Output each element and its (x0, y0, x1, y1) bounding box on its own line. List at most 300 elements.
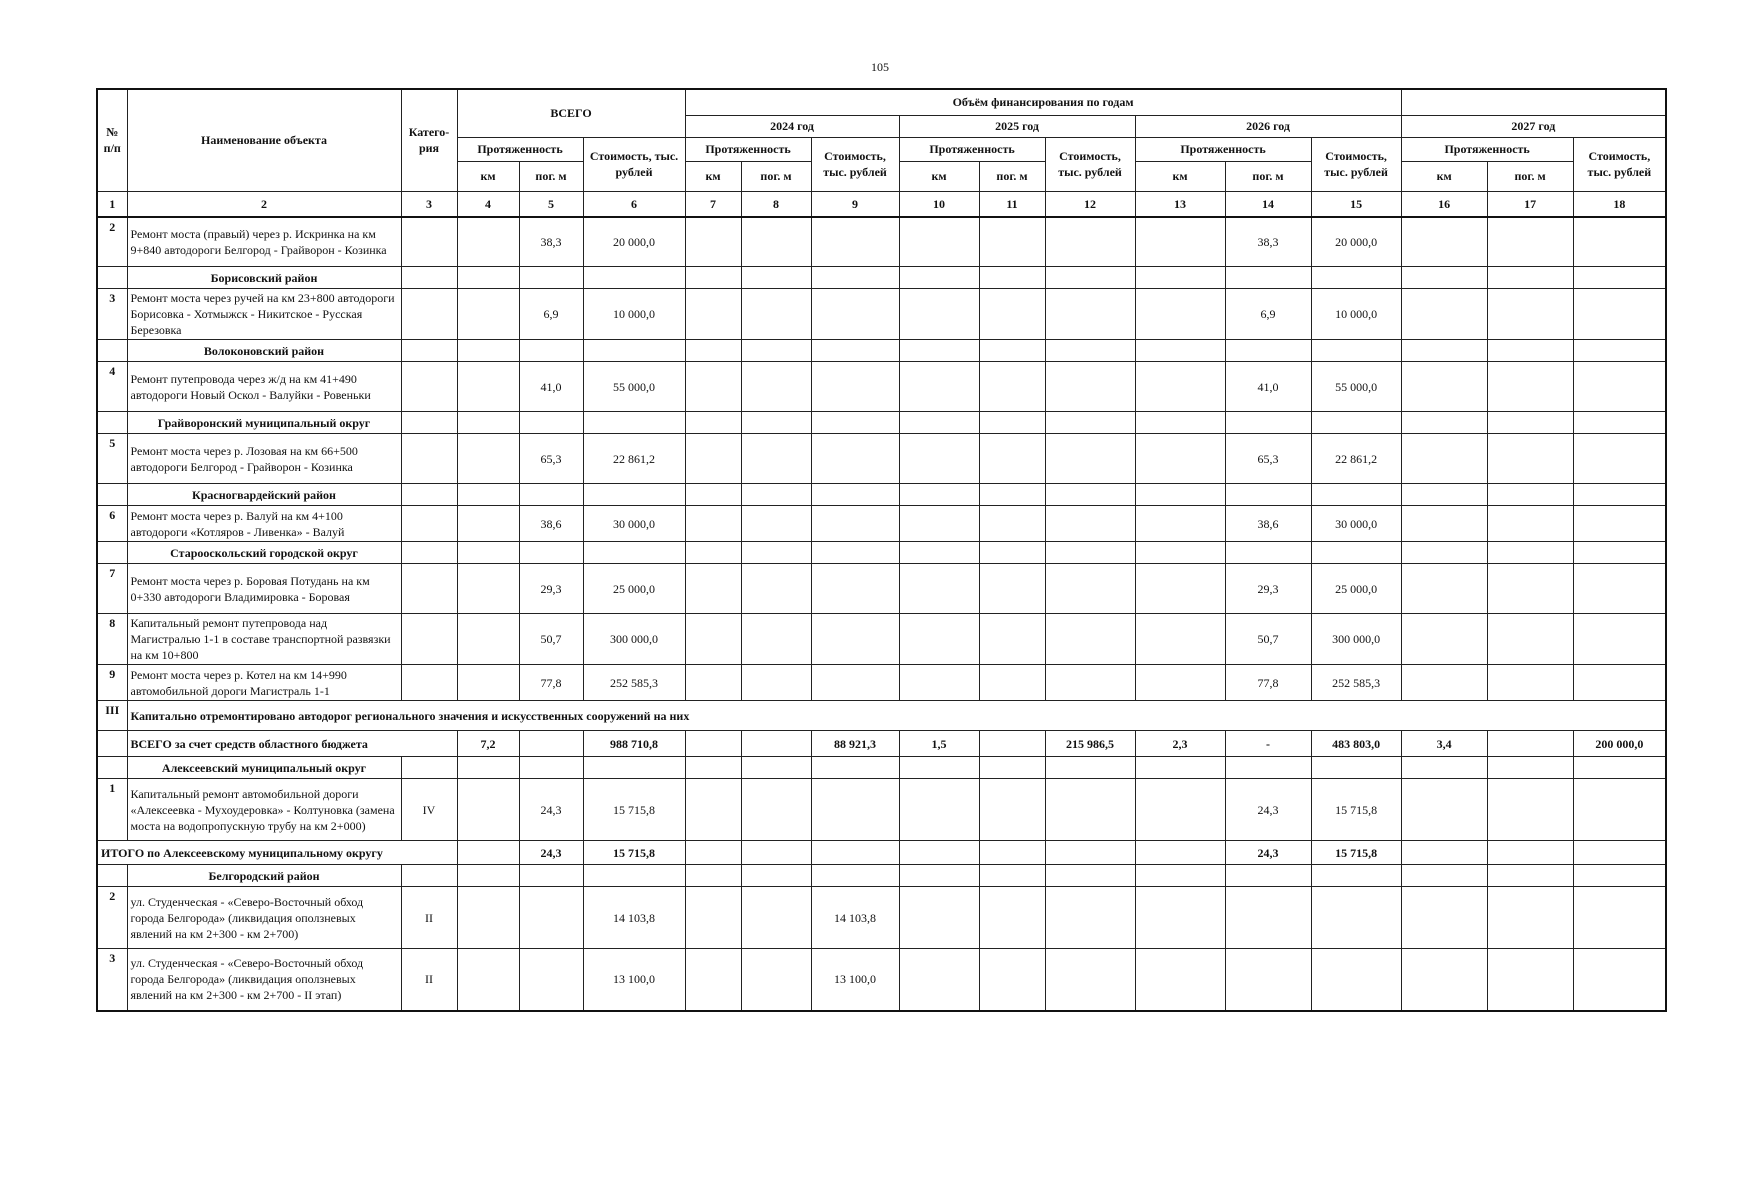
value-cell (457, 665, 519, 701)
district-name: Красногвардейский район (127, 484, 401, 506)
value-cell (1401, 949, 1487, 1011)
column-number: 6 (583, 191, 685, 217)
value-cell: 38,6 (519, 506, 583, 542)
value-cell (741, 614, 811, 665)
value-cell (1401, 614, 1487, 665)
value-cell (1225, 484, 1311, 506)
value-cell (1487, 614, 1573, 665)
value-cell (1135, 949, 1225, 1011)
value-cell (899, 757, 979, 779)
value-cell (519, 542, 583, 564)
value-cell (899, 614, 979, 665)
value-cell: 13 100,0 (583, 949, 685, 1011)
column-number: 16 (1401, 191, 1487, 217)
district-name: Борисовский район (127, 267, 401, 289)
value-cell (401, 340, 457, 362)
row-number (97, 412, 127, 434)
table-row (97, 865, 1666, 887)
table-header (97, 89, 1666, 217)
value-cell (685, 614, 741, 665)
value-cell (979, 779, 1045, 841)
value-cell (979, 506, 1045, 542)
table-row (97, 434, 1666, 484)
column-number: 1 (97, 191, 127, 217)
value-cell: 55 000,0 (1311, 362, 1401, 412)
district-name: Грайворонский муниципальный округ (127, 412, 401, 434)
total-value-cell (979, 731, 1045, 757)
value-cell (1311, 484, 1401, 506)
value-cell (1573, 865, 1666, 887)
value-cell (457, 542, 519, 564)
value-cell (457, 217, 519, 267)
category-cell (401, 665, 457, 701)
column-number: 10 (899, 191, 979, 217)
value-cell (1487, 757, 1573, 779)
value-cell: 41,0 (519, 362, 583, 412)
row-number (97, 865, 127, 887)
value-cell (741, 434, 811, 484)
value-cell (519, 887, 583, 949)
value-cell: 24,3 (1225, 779, 1311, 841)
value-cell (811, 665, 899, 701)
subtotal-value-cell (1487, 841, 1573, 865)
value-cell (685, 949, 741, 1011)
table-row (97, 542, 1666, 564)
value-cell: 15 715,8 (583, 779, 685, 841)
value-cell: 22 861,2 (583, 434, 685, 484)
value-cell (1573, 949, 1666, 1011)
value-cell (457, 564, 519, 614)
table-row (97, 412, 1666, 434)
value-cell (899, 434, 979, 484)
value-cell: 50,7 (519, 614, 583, 665)
value-cell (979, 949, 1045, 1011)
value-cell (1135, 362, 1225, 412)
column-number: 9 (811, 191, 899, 217)
value-cell (583, 267, 685, 289)
row-number: 1 (97, 779, 127, 841)
value-cell (1225, 887, 1311, 949)
value-cell (899, 949, 979, 1011)
value-cell (979, 542, 1045, 564)
value-cell (741, 412, 811, 434)
subtotal-value-cell (1045, 841, 1135, 865)
category-cell: IV (401, 779, 457, 841)
category-cell (401, 289, 457, 340)
row-number: 8 (97, 614, 127, 665)
value-cell: 252 585,3 (583, 665, 685, 701)
value-cell (899, 217, 979, 267)
value-cell (401, 542, 457, 564)
district-name: Волоконовский район (127, 340, 401, 362)
value-cell (811, 340, 899, 362)
value-cell (457, 949, 519, 1011)
value-cell: 20 000,0 (1311, 217, 1401, 267)
value-cell (1045, 362, 1135, 412)
value-cell (1401, 434, 1487, 484)
value-cell (1045, 865, 1135, 887)
object-name: Ремонт моста через р. Боровая Потудань на км 0+330 автодороги Владимировка - Боровая (127, 564, 401, 614)
total-value-cell: 7,2 (457, 731, 519, 757)
value-cell (1225, 412, 1311, 434)
table-row (97, 665, 1666, 701)
header-pog-m: пог. м (519, 161, 583, 191)
value-cell: 30 000,0 (1311, 506, 1401, 542)
subtotal-value-cell (1401, 841, 1487, 865)
header-length: Протяженность (1401, 137, 1573, 161)
value-cell: 15 715,8 (1311, 779, 1401, 841)
value-cell (979, 665, 1045, 701)
value-cell (741, 484, 811, 506)
value-cell (1225, 340, 1311, 362)
section-number: III (97, 701, 127, 731)
table-row (97, 564, 1666, 614)
value-cell (457, 779, 519, 841)
header-length: Протяженность (899, 137, 1045, 161)
value-cell (685, 289, 741, 340)
column-number: 15 (1311, 191, 1401, 217)
table-row (97, 289, 1666, 340)
total-value-cell (685, 731, 741, 757)
value-cell (1045, 434, 1135, 484)
value-cell (741, 665, 811, 701)
value-cell: 20 000,0 (583, 217, 685, 267)
value-cell (519, 949, 583, 1011)
column-number: 11 (979, 191, 1045, 217)
value-cell (685, 887, 741, 949)
value-cell: 55 000,0 (583, 362, 685, 412)
subtotal-value-cell: 15 715,8 (583, 841, 685, 865)
value-cell (741, 757, 811, 779)
table-body (97, 217, 1666, 1011)
value-cell (1487, 434, 1573, 484)
value-cell: 41,0 (1225, 362, 1311, 412)
table-row (97, 701, 1666, 731)
value-cell (1311, 865, 1401, 887)
value-cell (1135, 564, 1225, 614)
value-cell (1135, 614, 1225, 665)
row-number (97, 757, 127, 779)
value-cell (1487, 949, 1573, 1011)
value-cell (1401, 564, 1487, 614)
category-cell (401, 362, 457, 412)
header-pog-m: пог. м (979, 161, 1045, 191)
value-cell (583, 757, 685, 779)
value-cell (1401, 289, 1487, 340)
value-cell (1573, 289, 1666, 340)
table-row (97, 362, 1666, 412)
value-cell (811, 484, 899, 506)
value-cell (741, 779, 811, 841)
value-cell (457, 614, 519, 665)
value-cell (899, 267, 979, 289)
value-cell (1311, 542, 1401, 564)
value-cell (741, 289, 811, 340)
header-km: км (685, 161, 741, 191)
value-cell (899, 779, 979, 841)
value-cell (1135, 665, 1225, 701)
value-cell (1487, 267, 1573, 289)
value-cell (899, 362, 979, 412)
row-number: 9 (97, 665, 127, 701)
value-cell (1045, 506, 1135, 542)
column-number: 17 (1487, 191, 1573, 217)
value-cell (1573, 217, 1666, 267)
value-cell (1045, 665, 1135, 701)
value-cell: 300 000,0 (583, 614, 685, 665)
row-number (97, 731, 127, 757)
value-cell (1311, 949, 1401, 1011)
value-cell (1487, 865, 1573, 887)
value-cell (401, 267, 457, 289)
value-cell (899, 412, 979, 434)
value-cell (1573, 542, 1666, 564)
value-cell (685, 340, 741, 362)
value-cell (1045, 949, 1135, 1011)
value-cell (1401, 887, 1487, 949)
value-cell (1045, 412, 1135, 434)
value-cell (979, 289, 1045, 340)
header-no: № п/п (97, 89, 127, 191)
header-funding-cont (1401, 89, 1666, 115)
row-number: 2 (97, 887, 127, 949)
value-cell (1401, 779, 1487, 841)
value-cell (741, 887, 811, 949)
value-cell (1311, 267, 1401, 289)
subtotal-value-cell: 24,3 (1225, 841, 1311, 865)
total-value-cell: 2,3 (1135, 731, 1225, 757)
header-pog-m: пог. м (1487, 161, 1573, 191)
value-cell (1225, 757, 1311, 779)
value-cell (741, 217, 811, 267)
value-cell: 24,3 (519, 779, 583, 841)
value-cell (741, 362, 811, 412)
district-name: Старооскольский городской округ (127, 542, 401, 564)
table-row (97, 887, 1666, 949)
value-cell (1487, 542, 1573, 564)
category-cell (401, 506, 457, 542)
value-cell: 252 585,3 (1311, 665, 1401, 701)
category-cell (401, 434, 457, 484)
header-pog-m: пог. м (741, 161, 811, 191)
subtotal-value-cell (685, 841, 741, 865)
object-name: Ремонт моста через р. Лозовая на км 66+500 автодороги Белгород - Грайворон - Козинка (127, 434, 401, 484)
row-number (97, 542, 127, 564)
total-value-cell: - (1225, 731, 1311, 757)
value-cell (685, 506, 741, 542)
header-funding: Объём финансирования по годам (685, 89, 1401, 115)
value-cell (457, 506, 519, 542)
value-cell (979, 614, 1045, 665)
value-cell (401, 484, 457, 506)
value-cell (401, 865, 457, 887)
value-cell (741, 267, 811, 289)
value-cell (899, 340, 979, 362)
value-cell (1135, 887, 1225, 949)
table-row (97, 267, 1666, 289)
value-cell (457, 865, 519, 887)
value-cell: 77,8 (1225, 665, 1311, 701)
column-number: 13 (1135, 191, 1225, 217)
value-cell (685, 865, 741, 887)
value-cell (1573, 340, 1666, 362)
header-year-2026: 2026 год (1135, 115, 1401, 137)
header-length: Протяженность (685, 137, 811, 161)
financing-table (96, 88, 1667, 1012)
value-cell (1573, 362, 1666, 412)
value-cell (811, 564, 899, 614)
header-year-2024: 2024 год (685, 115, 899, 137)
subtotal-value-cell (457, 841, 519, 865)
value-cell (811, 362, 899, 412)
value-cell (1573, 434, 1666, 484)
value-cell (1135, 412, 1225, 434)
column-number: 2 (127, 191, 401, 217)
value-cell (1401, 340, 1487, 362)
value-cell (1573, 412, 1666, 434)
value-cell (1401, 757, 1487, 779)
value-cell (1573, 564, 1666, 614)
value-cell (979, 217, 1045, 267)
value-cell (1135, 542, 1225, 564)
value-cell (811, 757, 899, 779)
value-cell (685, 779, 741, 841)
column-number: 8 (741, 191, 811, 217)
value-cell (1311, 340, 1401, 362)
value-cell: 38,3 (1225, 217, 1311, 267)
value-cell (1135, 217, 1225, 267)
value-cell (741, 865, 811, 887)
value-cell (519, 412, 583, 434)
value-cell (1225, 949, 1311, 1011)
row-number: 6 (97, 506, 127, 542)
value-cell (1487, 340, 1573, 362)
total-value-cell: 88 921,3 (811, 731, 899, 757)
category-cell: II (401, 949, 457, 1011)
total-value-cell (519, 731, 583, 757)
section-title: Капитально отремонтировано автодорог регионального значения и искусственных сооружений на них (127, 701, 1666, 731)
value-cell (1045, 564, 1135, 614)
subtotal-value-cell: 24,3 (519, 841, 583, 865)
value-cell (1487, 217, 1573, 267)
value-cell (685, 484, 741, 506)
header-pog-m: пог. м (1225, 161, 1311, 191)
value-cell (519, 340, 583, 362)
value-cell (583, 412, 685, 434)
value-cell (741, 949, 811, 1011)
value-cell (685, 665, 741, 701)
subtotal-value-cell (899, 841, 979, 865)
value-cell (1573, 267, 1666, 289)
value-cell (899, 289, 979, 340)
value-cell (1401, 217, 1487, 267)
column-number-row (97, 191, 1666, 217)
value-cell (1045, 542, 1135, 564)
object-name: Ремонт моста через р. Валуй на км 4+100 автодороги «Котляров - Ливенка» - Валуй (127, 506, 401, 542)
value-cell: 10 000,0 (1311, 289, 1401, 340)
table-row (97, 614, 1666, 665)
row-number: 7 (97, 564, 127, 614)
table-row (97, 484, 1666, 506)
value-cell (1487, 564, 1573, 614)
value-cell (979, 887, 1045, 949)
value-cell (1487, 484, 1573, 506)
value-cell (979, 362, 1045, 412)
value-cell (685, 362, 741, 412)
value-cell (457, 412, 519, 434)
value-cell (741, 506, 811, 542)
value-cell (1401, 865, 1487, 887)
value-cell: 30 000,0 (583, 506, 685, 542)
value-cell (1487, 779, 1573, 841)
value-cell (741, 542, 811, 564)
header-km: км (899, 161, 979, 191)
value-cell (583, 484, 685, 506)
total-value-cell: 3,4 (1401, 731, 1487, 757)
value-cell (1401, 484, 1487, 506)
total-value-cell (1487, 731, 1573, 757)
value-cell (899, 887, 979, 949)
value-cell (979, 865, 1045, 887)
value-cell (457, 484, 519, 506)
value-cell (401, 757, 457, 779)
subtotal-value-cell (811, 841, 899, 865)
value-cell: 50,7 (1225, 614, 1311, 665)
value-cell (899, 865, 979, 887)
value-cell (1135, 779, 1225, 841)
value-cell (1135, 434, 1225, 484)
object-name: Капитальный ремонт автомобильной дороги «Алексеевка - Мухоудеровка» - Колтуновка (замена моста на водопропускную трубу на км 2+000) (127, 779, 401, 841)
row-number (97, 484, 127, 506)
value-cell (685, 267, 741, 289)
value-cell (1573, 506, 1666, 542)
value-cell (1401, 506, 1487, 542)
value-cell: 65,3 (519, 434, 583, 484)
value-cell (741, 340, 811, 362)
value-cell: 6,9 (519, 289, 583, 340)
value-cell (811, 412, 899, 434)
value-cell (1487, 665, 1573, 701)
value-cell (1135, 506, 1225, 542)
value-cell (1135, 484, 1225, 506)
value-cell (1573, 887, 1666, 949)
value-cell (519, 757, 583, 779)
value-cell (1401, 542, 1487, 564)
value-cell (1311, 412, 1401, 434)
header-km: км (1135, 161, 1225, 191)
subtotal-value-cell: 15 715,8 (1311, 841, 1401, 865)
value-cell (811, 865, 899, 887)
value-cell (1225, 865, 1311, 887)
value-cell (1135, 289, 1225, 340)
row-number: 4 (97, 362, 127, 412)
header-name: Наименование объекта (127, 89, 401, 191)
value-cell (1135, 757, 1225, 779)
subtotal-value-cell (1573, 841, 1666, 865)
value-cell (685, 564, 741, 614)
value-cell: 14 103,8 (583, 887, 685, 949)
column-number: 7 (685, 191, 741, 217)
value-cell (979, 434, 1045, 484)
value-cell: 38,6 (1225, 506, 1311, 542)
object-name: Ремонт моста через р. Котел на км 14+990 автомобильной дороги Магистраль 1-1 (127, 665, 401, 701)
object-name: Ремонт моста (правый) через р. Искринка на км 9+840 автодороги Белгород - Грайворон - Козинка (127, 217, 401, 267)
object-name: Ремонт моста через ручей на км 23+800 автодороги Борисовка - Хотмыжск - Никитское - Русская Березовка (127, 289, 401, 340)
total-value-cell: 215 986,5 (1045, 731, 1135, 757)
header-cost: Стоимость, тыс. рублей (583, 137, 685, 191)
total-value-cell (741, 731, 811, 757)
value-cell (1045, 484, 1135, 506)
